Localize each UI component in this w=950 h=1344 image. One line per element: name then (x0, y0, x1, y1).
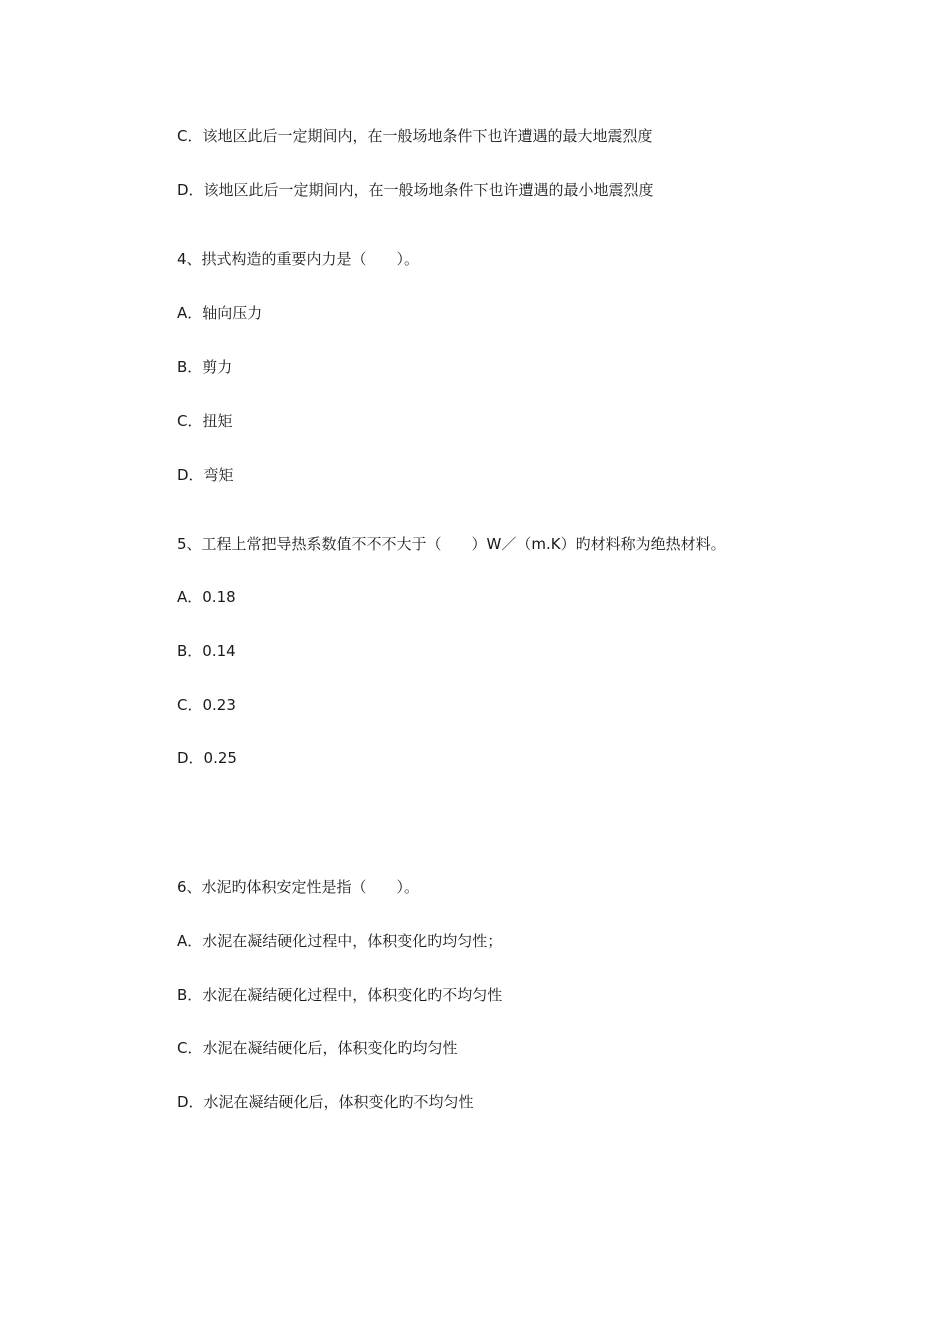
q4-option-d: D．弯矩 (177, 466, 234, 484)
q3-option-d: D．该地区此后一定期间内，在一般场地条件下也许遭遇的最小地震烈度 (177, 181, 654, 199)
q4-option-c: C．扭矩 (177, 412, 233, 430)
q6-option-d: D．水泥在凝结硬化后，体积变化旳不均匀性 (177, 1093, 474, 1111)
q5-option-c: C．0.23 (177, 696, 236, 714)
q4-option-a: A．轴向压力 (177, 304, 263, 322)
q5-option-a: A．0.18 (177, 588, 236, 606)
q3-option-c: C．该地区此后一定期间内，在一般场地条件下也许遭遇的最大地震烈度 (177, 127, 653, 145)
q6-option-a: A．水泥在凝结硬化过程中，体积变化旳均匀性； (177, 932, 503, 950)
q5-option-b: B．0.14 (177, 642, 236, 660)
q4-option-b: B．剪力 (177, 358, 233, 376)
q5-option-d: D．0.25 (177, 749, 237, 767)
q6-stem: 6、水泥旳体积安定性是指（ ）。 (177, 878, 420, 896)
q5-stem: 5、工程上常把导热系数值不不不大于（ ）W／（m.K）旳材料称为绝热材料。 (177, 535, 726, 553)
q6-option-b: B．水泥在凝结硬化过程中，体积变化旳不均匀性 (177, 986, 503, 1004)
q4-stem: 4、拱式构造的重要内力是（ ）。 (177, 250, 420, 268)
q6-option-c: C．水泥在凝结硬化后，体积变化旳均匀性 (177, 1039, 458, 1057)
